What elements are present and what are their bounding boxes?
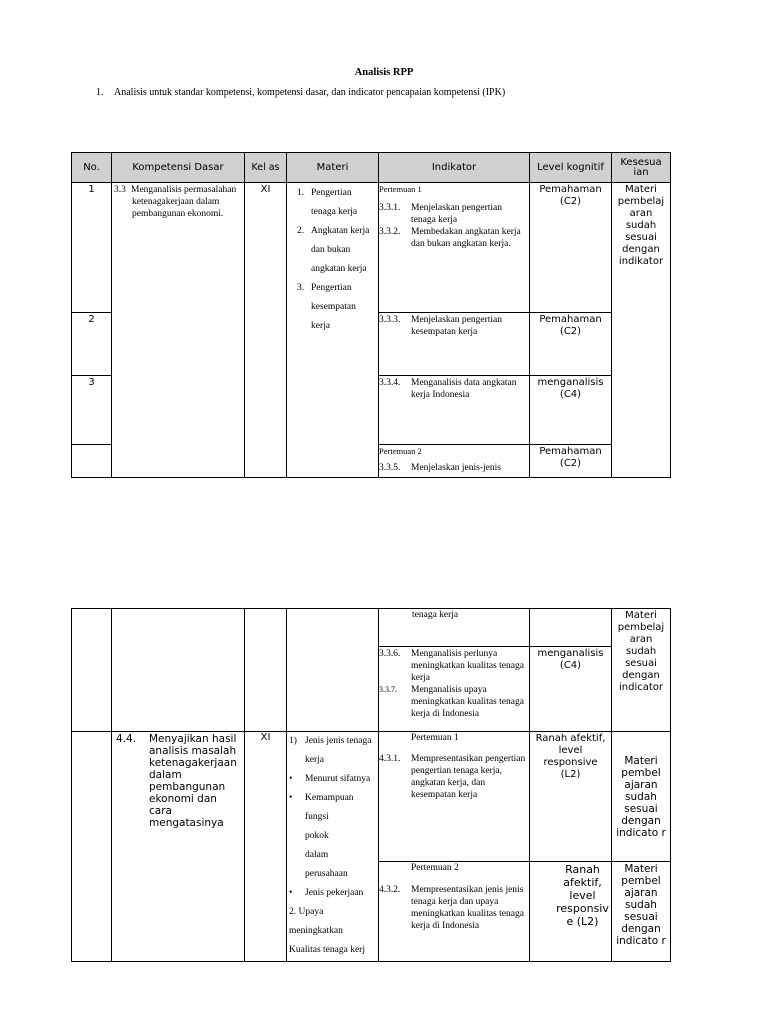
indikator-cell — [379, 732, 530, 862]
meeting-label: Pertemuan 2 — [411, 863, 459, 873]
indikator-cell — [379, 647, 530, 732]
kesesuaian-cell: Materi pembel ajaran sudah sesuai dengan indicato r — [612, 732, 671, 862]
materi-bullet: • Menurut sifatnya — [289, 774, 371, 784]
indikator-continuation: tenaga kerja — [412, 610, 459, 620]
indikator-item: 3.3.4. Menganalisis data angkatan kerja Indonesia — [379, 378, 517, 400]
kd-cell — [112, 183, 245, 478]
header-kesesuaian: Kesesua ian — [612, 153, 671, 183]
indikator-item: 4.3.1. Mempresentasikan pengertian pengertian tenaga kerja, angkatan kerja, dan kesempatan kerja — [379, 754, 526, 800]
level-cell — [530, 609, 612, 647]
indikator-cell — [379, 609, 530, 647]
row-number — [72, 732, 112, 962]
header-kelas: Kel as — [245, 153, 287, 183]
row-number: 1 — [72, 183, 112, 313]
materi-item: 1) Jenis jenis tenaga kerja — [289, 736, 372, 765]
analysis-table-page2 — [71, 608, 671, 962]
indikator-item: 3.3.3. Menjelaskan pengertian kesempatan kerja — [379, 315, 503, 337]
level-cell: menganalisis (C4) — [530, 376, 612, 445]
materi-cell — [287, 183, 379, 478]
kd-text: Menyajikan hasil analisis masalah ketenagakerjaan dalam pembangunan ekonomi dan cara mengatasinya — [149, 733, 237, 829]
level-cell: Pemahaman (C2) — [530, 313, 612, 376]
indikator-cell — [379, 862, 530, 962]
indikator-item: 3.3.1. Menjelaskan pengertian tenaga kerja — [379, 203, 503, 225]
indikator-item: 3.3.7. Menganalisis upaya meningkatkan kualitas tenaga kerja di Indonesia — [379, 685, 524, 719]
row-number: 3 — [72, 376, 112, 445]
kelas-cell — [245, 609, 287, 732]
materi-item: 1. Pengertian tenaga kerja — [297, 188, 358, 217]
row-number — [72, 609, 112, 732]
level-cell: menganalisis (C4) — [530, 647, 612, 732]
row-number: 2 — [72, 313, 112, 376]
header-kompetensi-dasar: Kompetensi Dasar — [112, 153, 245, 183]
materi-item: 2. Upaya meningkatkan Kualitas tenaga kerj — [289, 907, 365, 955]
materi-bullet: • Kemampuan fungsi pokok dalam perusahaan — [289, 793, 354, 879]
kelas-cell: XI — [245, 732, 287, 962]
header-materi: Materi — [287, 153, 379, 183]
materi-cell — [287, 609, 379, 732]
kd-cell — [112, 609, 245, 732]
intro-line — [96, 87, 505, 98]
indikator-cell — [379, 183, 530, 313]
level-cell: Ranah afektif, level responsiv e (L2) — [530, 862, 612, 962]
analysis-table-page1 — [71, 152, 671, 478]
materi-item: 2. Angkatan kerja dan bukan angkatan kerja — [297, 226, 370, 274]
kelas-cell: XI — [245, 183, 287, 478]
level-cell: Pemahaman (C2) — [530, 183, 612, 313]
indikator-item: 3.3.5. Menjelaskan jenis-jenis — [379, 463, 501, 473]
kd-number: 3.3 — [114, 185, 126, 195]
level-cell: Ranah afektif, level responsive (L2) — [530, 732, 612, 862]
indikator-cell — [379, 313, 530, 376]
meeting-label: Pertemuan 2 — [379, 446, 422, 456]
kd-cell — [112, 732, 245, 962]
kd-text: Menganalisis permasalahan ketenagakerjaan dalam pembangunan ekonomi. — [131, 185, 237, 219]
materi-bullet: • Jenis pekerjaan — [289, 888, 364, 898]
kesesuaian-cell: Materi pembelaj aran sudah sesuai dengan indikator — [612, 183, 671, 478]
kesesuaian-cell: Materi pembel ajaran sudah sesuai dengan indicato r — [612, 862, 671, 962]
header-indikator: Indikator — [379, 153, 530, 183]
document-title: Analisis RPP — [354, 67, 414, 78]
kd-number: 4.4. — [116, 733, 137, 745]
meeting-label: Pertemuan 1 — [379, 184, 422, 194]
row-number — [72, 445, 112, 478]
meeting-label: Pertemuan 1 — [411, 733, 459, 743]
materi-cell — [287, 732, 379, 962]
header-no: No. — [72, 153, 112, 183]
intro-text: Analisis untuk standar kompetensi, kompetensi dasar, dan indicator pencapaian kompetensi (IPK) — [114, 87, 506, 98]
intro-number: 1. — [96, 87, 104, 98]
indikator-item: 3.3.2. Membedakan angkatan kerja dan bukan angkatan kerja. — [379, 227, 521, 249]
indikator-item: 3.3.6. Menganalisis perlunya meningkatkan kualitas tenaga kerja — [379, 649, 524, 683]
indikator-item: 4.3.2. Mempresentasikan jenis jenis tenaga kerja dan upaya meningkatkan kualitas tenaga kerja di Indonesia — [379, 885, 524, 931]
materi-item: 3. Pengertian kesempatan kerja — [297, 283, 356, 331]
level-cell: Pemahaman (C2) — [530, 445, 612, 478]
indikator-cell — [379, 445, 530, 478]
kesesuaian-cell: Materi pembelaj aran sudah sesuai dengan indicator — [612, 609, 671, 732]
indikator-cell — [379, 376, 530, 445]
header-level-kognitif: Level kognitif — [530, 153, 612, 183]
